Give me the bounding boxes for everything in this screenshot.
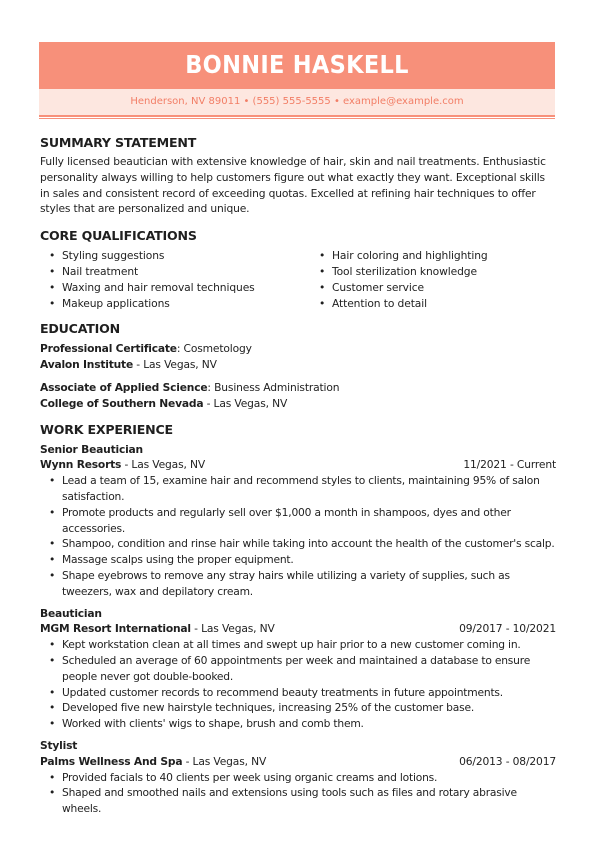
list-item: • Provided facials to 40 clients per week using organic creams and lotions.	[40, 770, 556, 786]
list-item: • Promote products and regularly sell over $1,000 a month in shampoos, dyes and other accessories.	[40, 505, 556, 537]
school-name: College of Southern Nevada	[40, 396, 204, 410]
job-bullets	[40, 770, 556, 817]
job-bullets	[40, 473, 556, 599]
list-item: • Worked with clients' wigs to shape, brush and comb them.	[40, 716, 556, 732]
list-item: • Tool sterilization knowledge	[310, 264, 488, 280]
job-dates: 09/2017 - 10/2021	[459, 622, 556, 636]
job-title: Beautician	[40, 606, 102, 620]
list-item: • Updated customer records to recommend beauty treatments in future appointments.	[40, 685, 556, 701]
degree-name: Associate of Applied Science	[40, 380, 208, 394]
employer-location: - Las Vegas, NV	[190, 622, 275, 636]
section-title-work: WORK EXPERIENCE	[40, 421, 173, 437]
list-item: • Shaped and smoothed nails and extensions using tools such as files and rotary abrasive wheels.	[40, 785, 556, 817]
list-item: • Shampoo, condition and rinse hair while taking into account the health of the customer's scalp.	[40, 536, 556, 552]
education-section	[40, 321, 556, 411]
job-entry	[40, 606, 556, 732]
list-item: • Customer service	[310, 280, 488, 296]
employer-location: - Las Vegas, NV	[182, 754, 267, 768]
employer-line	[40, 754, 556, 770]
contact-info: Henderson, NV 89011 • (555) 555-5555 • example@example.com	[130, 96, 464, 107]
list-item: • Attention to detail	[310, 296, 488, 312]
school-location: - Las Vegas, NV	[203, 396, 288, 410]
list-item: • Developed five new hairstyle techniques, increasing 25% of the customer base.	[40, 700, 556, 716]
list-item: • Hair coloring and highlighting	[310, 248, 488, 264]
job-title: Stylist	[40, 738, 78, 752]
candidate-name: BONNIE HASKELL	[185, 50, 409, 79]
section-title-qualifications: CORE QUALIFICATIONS	[40, 228, 197, 244]
list-item: • Waxing and hair removal techniques	[40, 280, 310, 296]
list-item: • Massage scalps using the proper equipment.	[40, 552, 556, 568]
list-item: • Makeup applications	[40, 296, 310, 312]
qualifications-section	[40, 228, 556, 311]
employer-location: - Las Vegas, NV	[121, 458, 205, 472]
employer-line	[40, 457, 556, 473]
employer-line	[40, 621, 556, 637]
list-item: • Scheduled an average of 60 appointments per week and maintained a database to ensure people never got double-booked.	[40, 653, 556, 685]
degree-field: : Business Administration	[207, 380, 340, 394]
header-divider	[39, 115, 555, 117]
header-divider-thin	[39, 118, 555, 119]
list-item: • Lead a team of 15, examine hair and recommend styles to clients, maintaining 95% of salon satisfaction.	[40, 473, 556, 505]
list-item: • Nail treatment	[40, 264, 310, 280]
school-name: Avalon Institute	[40, 358, 133, 372]
name-banner	[39, 42, 555, 89]
job-entry	[40, 738, 556, 817]
work-section	[40, 422, 556, 817]
degree-field: : Cosmetology	[176, 342, 252, 356]
contact-bar	[39, 89, 555, 115]
employer-name: Wynn Resorts	[40, 458, 122, 472]
job-entry	[40, 442, 556, 600]
qualifications-list	[40, 248, 556, 311]
section-title-education: EDUCATION	[40, 321, 121, 337]
resume-body	[40, 135, 556, 817]
job-dates: 11/2021 - Current	[463, 458, 556, 472]
list-item: • Styling suggestions	[40, 248, 310, 264]
job-title: Senior Beautician	[40, 442, 143, 456]
education-entry	[40, 380, 556, 412]
degree-name: Professional Certificate	[40, 342, 177, 356]
qualifications-right-column	[310, 248, 488, 311]
employer-name: MGM Resort International	[40, 622, 191, 636]
list-item: • Shape eyebrows to remove any stray hairs while utilizing a variety of supplies, such as tweezers, wax and depilatory cream.	[40, 568, 556, 600]
section-title-summary: SUMMARY STATEMENT	[40, 135, 197, 150]
employer-name: Palms Wellness And Spa	[40, 754, 183, 768]
education-entry	[40, 341, 556, 373]
qualifications-left-column	[40, 248, 310, 311]
summary-text: Fully licensed beautician with extensive knowledge of hair, skin and nail treatments. Enthusiastic personality always willing to help customers figure out what exactly they want. Exceptional skills in sales and consistent record of exceeding quotas. Excelled at refining hair techniques to offer styles that are personalized and unique.	[40, 155, 546, 216]
school-location: - Las Vegas, NV	[133, 358, 217, 372]
summary-section	[40, 135, 556, 217]
list-item: • Kept workstation clean at all times and swept up hair prior to a new customer coming in.	[40, 637, 556, 653]
job-bullets	[40, 637, 556, 732]
job-dates: 06/2013 - 08/2017	[459, 754, 556, 768]
